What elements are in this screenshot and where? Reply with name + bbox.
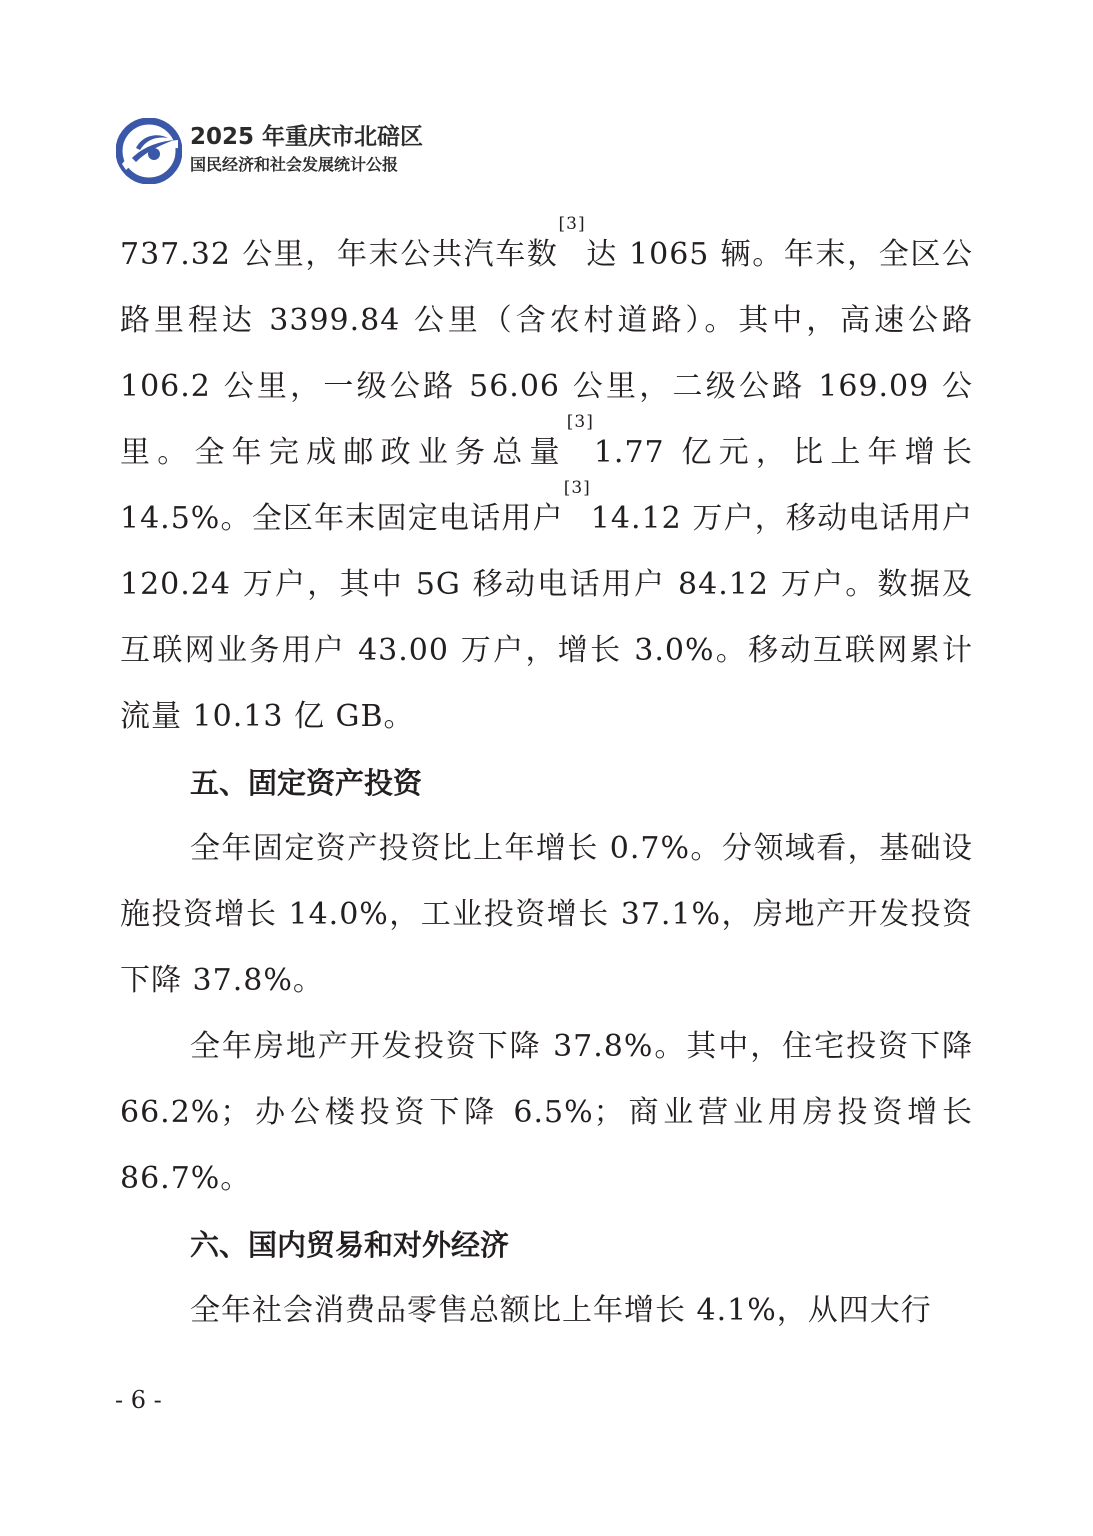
page-number: - 6 - bbox=[115, 1386, 162, 1414]
paragraph-text: 14.12 万户，移动电话用户 120.24 万户，其中 5G 移动电话用户 84.12 万户。数据及互联网业务用户 43.00 万户，增长 3.0%。移动互联网累计流量 10.13 亿 GB。 bbox=[120, 501, 973, 734]
paragraph-text: 达 1065 辆。年末，全区公路里程达 3399.84 公里（含农村道路）。其中，高速公路 106.2 公里，一级公路 56.06 公里，二级公路 169.09 公里。全年完成邮政业务总量 bbox=[120, 237, 973, 470]
report-header bbox=[116, 118, 716, 184]
footnote-ref: [3] bbox=[566, 412, 594, 432]
footnote-ref: [3] bbox=[563, 478, 591, 498]
section-heading-fixed-assets: 五、固定资产投资 bbox=[190, 766, 423, 800]
paragraph-real-estate-investment: 全年房地产开发投资下降 37.8%。其中，住宅投资下降 66.2%；办公楼投资下降 6.5%；商业营业用房投资增长 86.7%。 bbox=[120, 1029, 973, 1196]
report-subtitle: 国民经济和社会发展统计公报 bbox=[190, 155, 399, 174]
document-body bbox=[120, 214, 974, 1344]
footnote-ref: [3] bbox=[558, 214, 586, 234]
paragraph-transport-telecom bbox=[120, 214, 974, 750]
report-title: 2025 年重庆市北碚区 bbox=[190, 124, 424, 150]
paragraph-fixed-asset-investment: 全年固定资产投资比上年增长 0.7%。分领域看，基础设施投资增长 14.0%，工业投资增长 37.1%，房地产开发投资下降 37.8%。 bbox=[120, 831, 973, 998]
paragraph-text: 737.32 公里，年末公共汽车数 bbox=[120, 237, 559, 272]
statistics-bureau-logo-icon bbox=[116, 118, 182, 184]
paragraph-retail-sales: 全年社会消费品零售总额比上年增长 4.1%，从四大行 bbox=[190, 1293, 932, 1328]
paragraph-text: 1.77 亿元，比上年增长 14.5%。全区年末固定电话用户 bbox=[120, 435, 974, 536]
section-heading-trade: 六、国内贸易和对外经济 bbox=[190, 1228, 510, 1262]
